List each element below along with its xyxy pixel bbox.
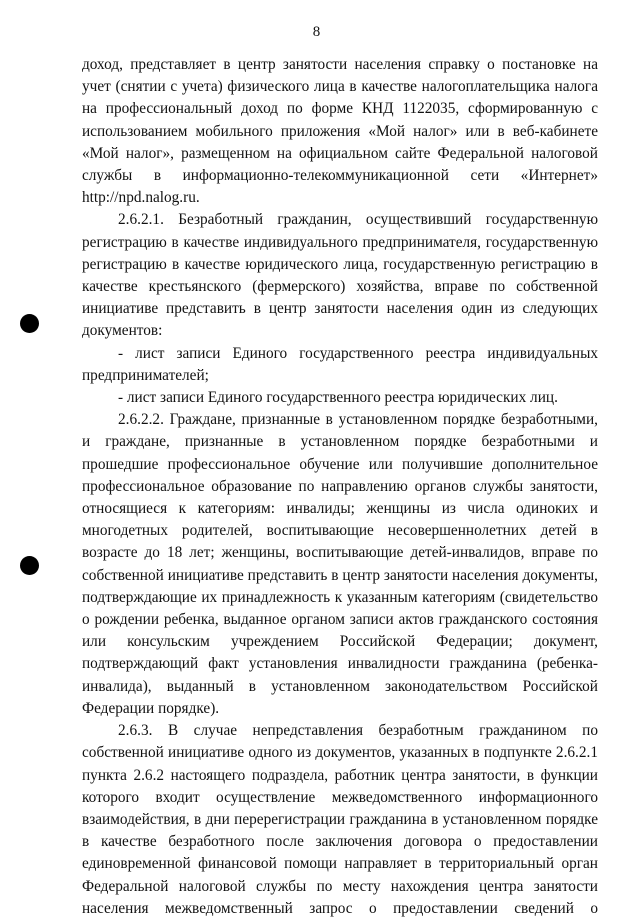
document-body: [82, 54, 598, 920]
paragraph-2-6-3: 2.6.3. В случае непредставления безработным гражданином по собственной инициативе одного из документов, указанных в подпункте 2.6.2.1 пункта 2.6.2 настоящего подраздела, работник центра занятости, в функции которого входит осуществление межведомственного информационного взаимодействия, в дни перерегистрации гражданина в установленном порядке в качестве безработного после заключения договора о предоставлении единовременной финансовой помощи направляет в территориальный орган Федеральной налоговой службы по месту нахождения центра занятости населения межведомственный запрос о предоставлении сведений о: [82, 722, 598, 917]
binder-hole-mark: [20, 556, 39, 575]
paragraph-2-6-2-1: 2.6.2.1. Безработный гражданин, осуществивший государственную регистрацию в качестве индивидуального предпринимателя, государственную регистрацию в качестве юридического лица, государственную регистрацию в качестве крестьянского (фермерского) хозяйства, вправе по собственной инициативе представить в центр занятости населения один из следующих документов:: [82, 211, 598, 340]
binder-hole-mark: [20, 314, 39, 333]
page-number: 8: [312, 24, 321, 40]
paragraph-continuation: доход, представляет в центр занятости населения справку о постановке на учет (снятии с учета) физического лица в качестве налогоплательщика налога на профессиональный доход по форме КНД 1122035, сформированную с использованием мобильного приложения «Мой налог» или в веб-кабинете «Мой налог», размещенном на официальном сайте Федеральной налоговой службы в информационно-телекоммуникационной сети «Интернет» http://npd.nalog.ru.: [82, 56, 598, 207]
paragraph-2-6-2-2: 2.6.2.2. Граждане, признанные в установленном порядке безработными, и граждане, признанные в установленном порядке безработными и прошедшие профессиональное обучение или получившие дополнительное профессиональное образование по направлению органов службы занятости, относящиеся к категориям: инвалиды; женщины из числа одиноких и многодетных родителей, воспитывающие несовершеннолетних детей в возрасте до 18 лет; женщины, воспитывающие детей-инвалидов, вправе по собственной инициативе представить в центр занятости населения документы, подтверждающие их принадлежность к указанным категориям (свидетельство о рождении ребенка, выданное органом записи актов гражданского состояния или консульским учреждением Российской Федерации; документ, подтверждающий факт установления инвалидности гражданина (ребенка-инвалида), выданный в установленном законодательством Российской Федерации порядке).: [82, 411, 598, 717]
list-item-entrepreneurs-register: - лист записи Единого государственного реестра индивидуальных предпринимателей;: [82, 344, 598, 384]
list-item-legal-entities-register: - лист записи Единого государственного реестра юридических лиц.: [118, 389, 558, 407]
